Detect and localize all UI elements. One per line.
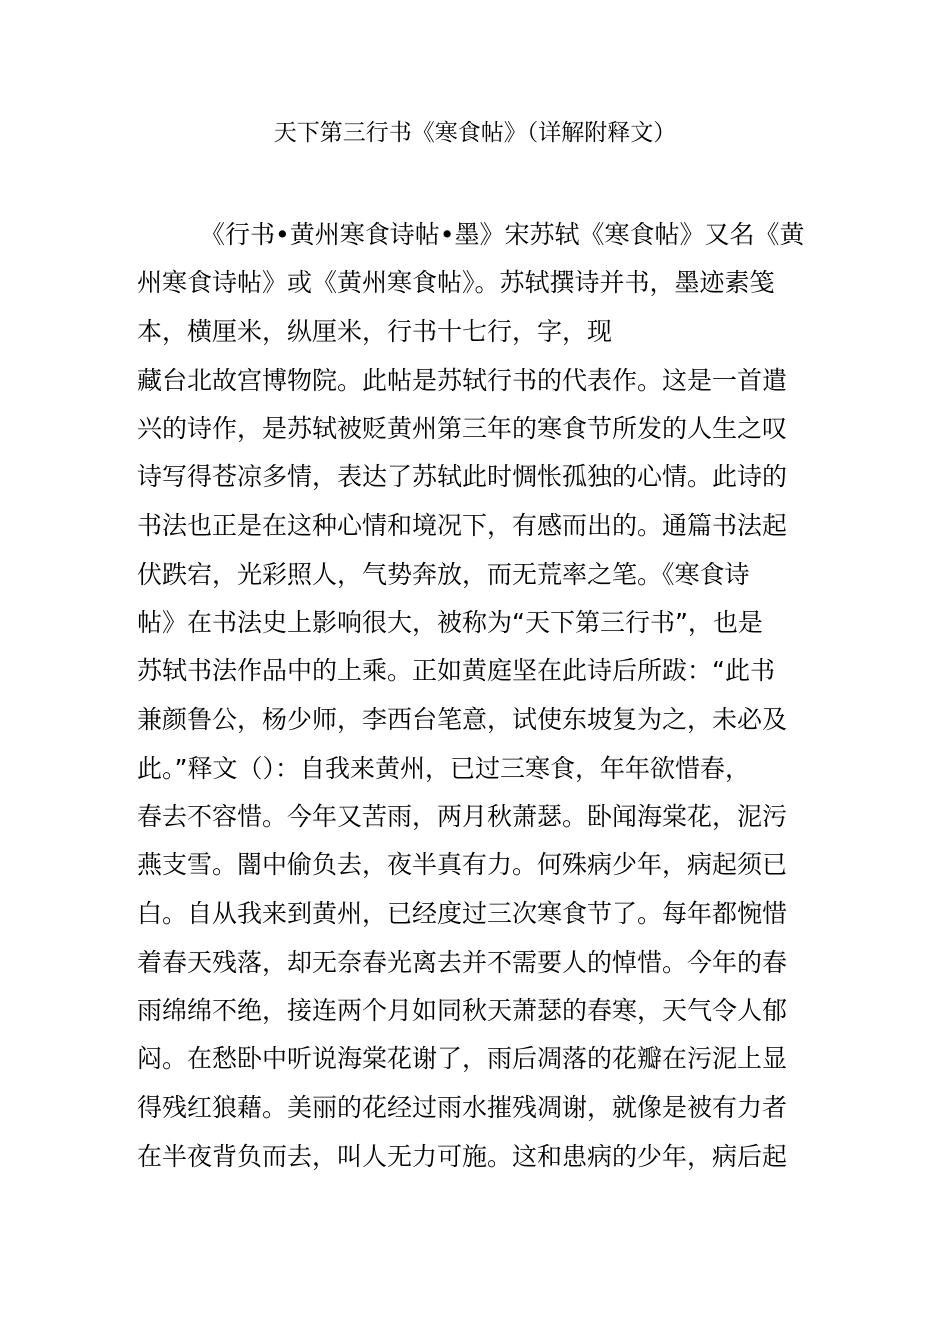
- body-line: 燕支雪。闇中偷负去，夜半真有力。何殊病少年，病起须已: [137, 850, 788, 879]
- body-line: 兴的诗作，是苏轼被贬黄州第三年的寒食节所发的人生之叹: [137, 414, 788, 443]
- body-line: 雨绵绵不绝，接连两个月如同秋天萧瑟的春寒，天气令人郁: [137, 996, 788, 1025]
- body-line: 州寒食诗帖》或《黄州寒食帖》。苏轼撰诗并书，墨迹素笺: [137, 268, 775, 297]
- body-line: 闷。在愁卧中听说海棠花谢了，雨后凋落的花瓣在污泥上显: [137, 1044, 788, 1073]
- body-line: 春去不容惜。今年又苦雨，两月秋萧瑟。卧闻海棠花，泥污: [137, 802, 788, 831]
- body-line: 藏台北故宫博物院。此帖是苏轼行书的代表作。这是一首遣: [137, 366, 788, 395]
- body-line: 兼颜鲁公，杨少师，李西台笔意，试使东坡复为之，未必及: [137, 705, 788, 734]
- body-line: 书法也正是在这种心情和境况下，有感而出的。通篇书法起: [137, 511, 788, 540]
- body-line: 伏跌宕，光彩照人，气势奔放，而无荒率之笔。《寒食诗: [137, 560, 750, 589]
- body-line: 本，横厘米，纵厘米，行书十七行，字，现: [137, 317, 613, 346]
- body-line: 着春天残落，却无奈春光离去并不需要人的悼惜。今年的春: [137, 948, 788, 977]
- body-line: 《行书•黄州寒食诗帖•墨》宋苏轼《寒食帖》又名《黄: [200, 220, 805, 249]
- body-line: 白。自从我来到黄州，已经度过三次寒食节了。每年都惋惜: [137, 899, 788, 928]
- body-line: 得残红狼藉。美丽的花经过雨水摧残凋谢，就像是被有力者: [137, 1093, 788, 1122]
- body-line: 在半夜背负而去，叫人无力可施。这和患病的少年，病后起: [137, 1142, 788, 1171]
- body-line: 诗写得苍凉多情，表达了苏轼此时惆怅孤独的心情。此诗的: [137, 462, 788, 491]
- body-line: 苏轼书法作品中的上乘。正如黄庭坚在此诗后所跋：“此书: [137, 656, 775, 685]
- document-title: 天下第三行书《寒食帖》（详解附释文）: [273, 120, 677, 146]
- body-line: 帖》在书法史上影响很大，被称为“天下第三行书”，也是: [137, 608, 763, 637]
- body-line: 此。”释文（）：自我来黄州，已过三寒食，年年欲惜春，: [137, 754, 750, 783]
